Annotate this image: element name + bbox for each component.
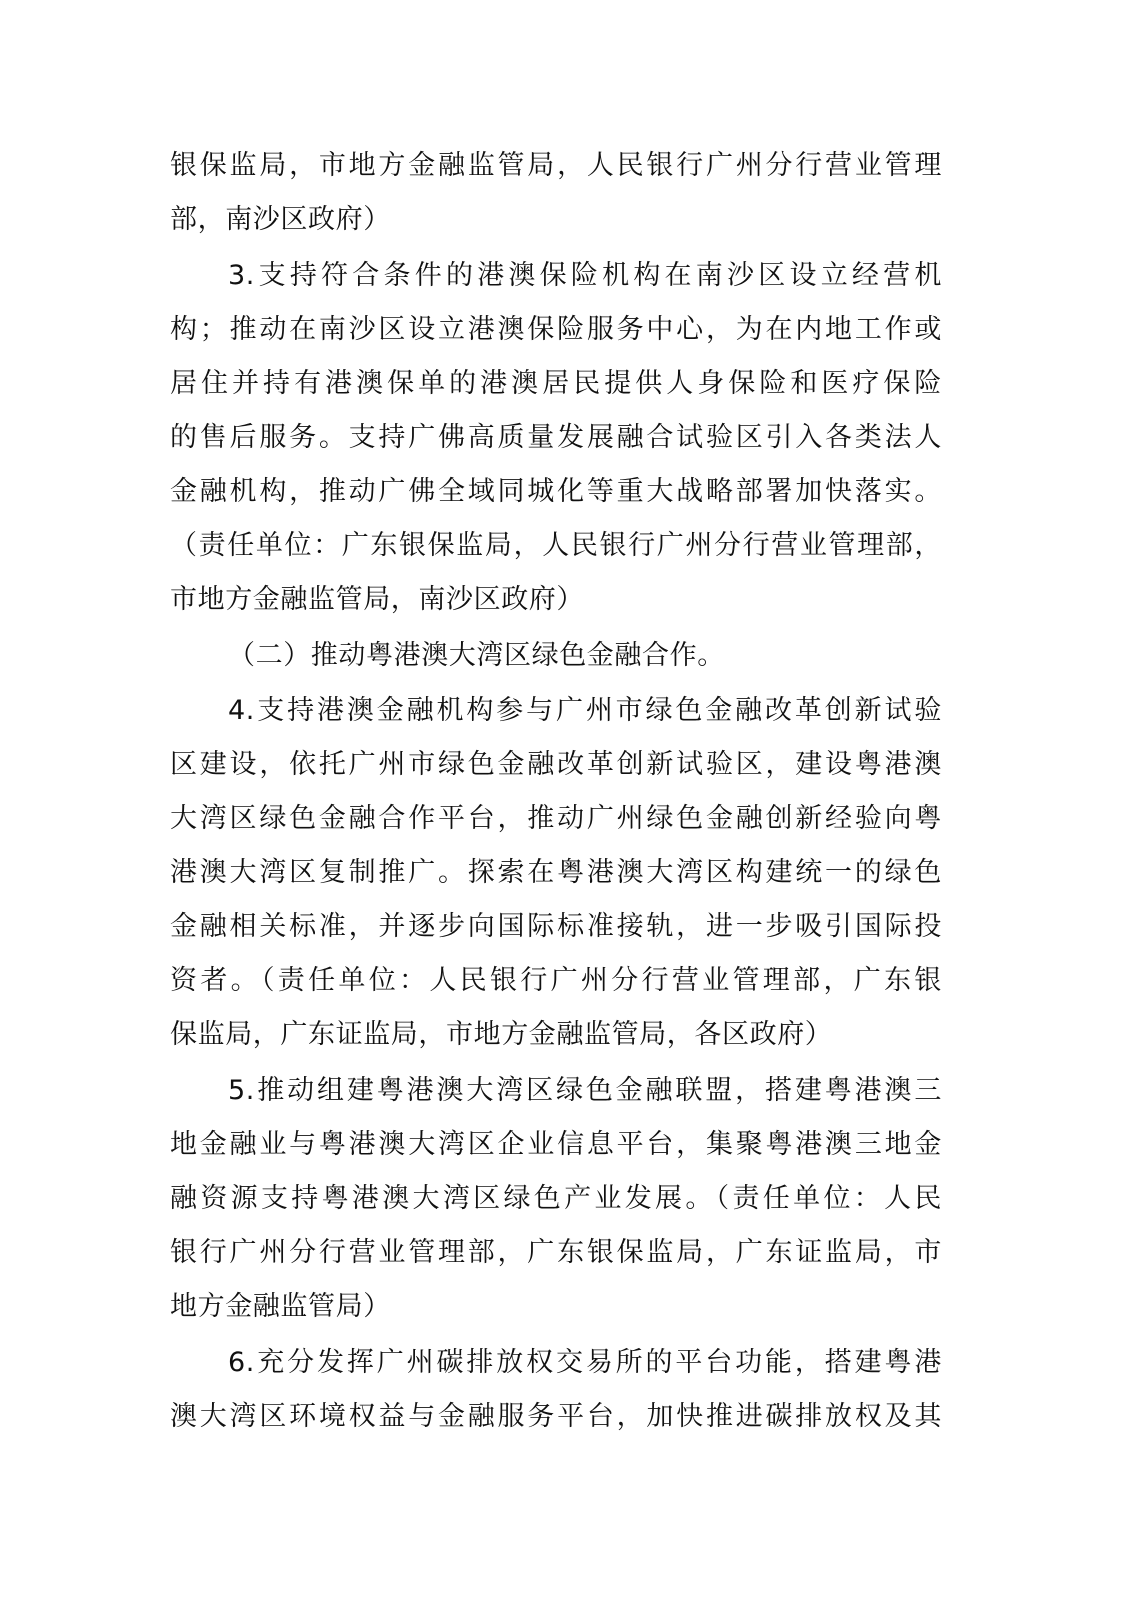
paragraph-4-first-line: 4.支持港澳金融机构参与广州市绿色金融改革创新试验 — [228, 695, 942, 726]
text-line: 大湾区绿色金融合作平台，推动广州绿色金融创新经验向粤 — [170, 803, 942, 834]
text-line: 金融相关标准，并逐步向国际标准接轨，进一步吸引国际投 — [170, 911, 942, 942]
text-line: 构；推动在南沙区设立港澳保险服务中心，为在内地工作或 — [170, 314, 942, 345]
text-line: 区建设，依托广州市绿色金融改革创新试验区，建设粤港澳 — [170, 749, 942, 780]
text-line: 部，南沙区政府） — [170, 204, 391, 235]
text-line: 地方金融监管局） — [170, 1291, 391, 1322]
text-line: 地金融业与粤港澳大湾区企业信息平台，集聚粤港澳三地金 — [170, 1129, 942, 1160]
paragraph-3-first-line: 3.支持符合条件的港澳保险机构在南沙区设立经营机 — [228, 260, 942, 291]
text-line: 市地方金融监管局，南沙区政府） — [170, 584, 584, 615]
text-line: 银行广州分行营业管理部，广东银保监局，广东证监局，市 — [170, 1237, 942, 1268]
text-line: 保监局，广东证监局，市地方金融监管局，各区政府） — [170, 1019, 833, 1050]
text-line: 居住并持有港澳保单的港澳居民提供人身保险和医疗保险 — [170, 368, 942, 399]
text-line: 港澳大湾区复制推广。探索在粤港澳大湾区构建统一的绿色 — [170, 857, 942, 888]
text-line: 金融机构，推动广佛全域同城化等重大战略部署加快落实。 — [170, 476, 942, 507]
text-line: （责任单位：广东银保监局，人民银行广州分行营业管理部， — [170, 530, 942, 561]
text-line: 融资源支持粤港澳大湾区绿色产业发展。（责任单位：人民 — [170, 1183, 942, 1214]
text-line: 资者。（责任单位：人民银行广州分行营业管理部，广东银 — [170, 965, 942, 996]
section-heading: （二）推动粤港澳大湾区绿色金融合作。 — [228, 640, 725, 671]
paragraph-6-first-line: 6.充分发挥广州碳排放权交易所的平台功能，搭建粤港 — [228, 1347, 942, 1378]
text-line: 澳大湾区环境权益与金融服务平台，加快推进碳排放权及其 — [170, 1401, 942, 1432]
paragraph-5-first-line: 5.推动组建粤港澳大湾区绿色金融联盟，搭建粤港澳三 — [228, 1075, 942, 1106]
text-line: 银保监局，市地方金融监管局，人民银行广州分行营业管理 — [170, 150, 942, 181]
text-line: 的售后服务。支持广佛高质量发展融合试验区引入各类法人 — [170, 422, 942, 453]
